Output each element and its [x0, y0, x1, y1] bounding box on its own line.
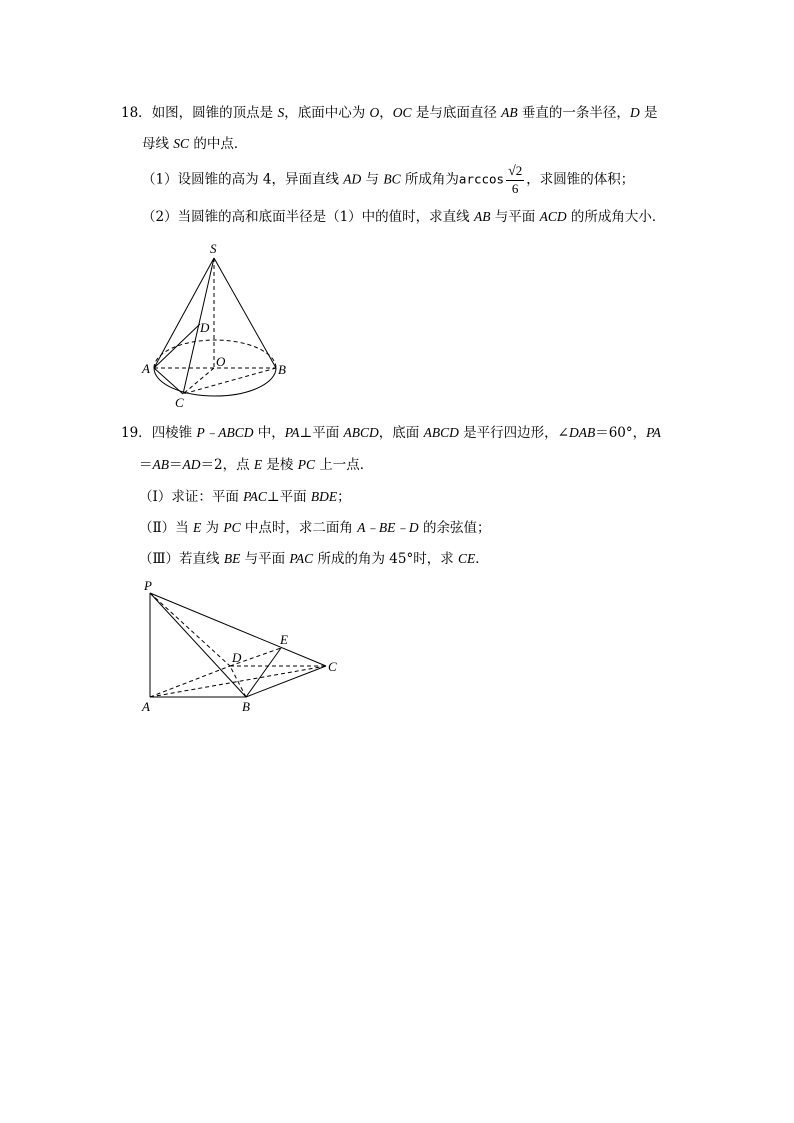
label-B: B: [278, 362, 286, 377]
q19-line1: [121, 424, 661, 442]
text: ，底面中心为: [284, 105, 370, 121]
q19-part1: [139, 488, 351, 506]
segment-BE: [246, 648, 281, 697]
text: 是平行四边形，∠: [458, 425, 569, 441]
text: 求证：平面: [171, 489, 244, 505]
var-PAC: PAC: [243, 489, 267, 504]
var-AD: AD: [343, 171, 362, 187]
var-BC: BC: [383, 171, 401, 187]
question-number: 19．: [121, 425, 152, 441]
sqrt-icon: √: [508, 164, 516, 179]
text: ＝60°，: [595, 425, 647, 441]
segment-AD: [154, 324, 200, 368]
var-PA: PA: [284, 425, 300, 440]
fraction-denominator: 6: [511, 181, 519, 196]
label-P: P: [144, 578, 152, 593]
text: 如图，圆锥的顶点是: [151, 105, 278, 121]
cone-figure: [138, 240, 298, 410]
label-A: A: [142, 361, 150, 376]
label-A: A: [142, 699, 150, 714]
base-front-arc: [154, 368, 276, 396]
text: ，求圆锥的体积；: [526, 171, 635, 188]
diagonal-BD: [230, 666, 246, 697]
var-E: E: [192, 520, 202, 535]
text: ，底面: [378, 425, 424, 441]
q19-part2: [139, 519, 490, 537]
part-label: （Ⅲ）: [139, 551, 180, 567]
text: 与平面: [240, 551, 290, 567]
var-P-ABCD: P﹣ABCD: [196, 425, 254, 440]
label-C: C: [175, 395, 184, 410]
var-O: O: [369, 105, 380, 120]
text: 母线: [142, 136, 174, 152]
text: 与: [361, 171, 384, 188]
var-A-BE-D: A﹣BE﹣D: [357, 520, 419, 535]
text: 中，: [253, 425, 285, 441]
label-E: E: [280, 632, 288, 647]
var-ABCD: ABCD: [343, 425, 379, 440]
var-ACD: ACD: [539, 209, 567, 224]
text: 所成的角为 45°时，求: [313, 551, 458, 567]
var-CE: CE: [458, 551, 476, 566]
edge-PD: [150, 593, 230, 666]
q19-part3: [139, 550, 489, 568]
text: 的所成角大小．: [566, 209, 666, 225]
edge-PB: [150, 593, 246, 697]
text: 为: [201, 520, 224, 536]
text: 当: [175, 520, 193, 536]
pyramid-figure: [138, 578, 348, 718]
var-BE: BE: [223, 551, 241, 566]
var-AB: AB: [152, 457, 169, 472]
var-PA: PA: [646, 425, 661, 440]
text: ⊥平面: [266, 489, 311, 505]
segment-AC: [154, 368, 183, 394]
generator-SB: [214, 258, 276, 368]
text: 与平面: [490, 209, 540, 225]
var-PC: PC: [223, 520, 241, 535]
text: 是与底面直径: [411, 105, 502, 121]
text: ．: [475, 551, 489, 567]
text: 所成角为: [400, 171, 459, 188]
text: ＝: [169, 457, 183, 473]
text: 是棱: [262, 457, 298, 473]
var-E: E: [253, 457, 263, 472]
text: 中点时，求二面角: [240, 520, 358, 536]
segment-BC: [183, 368, 276, 394]
var-AB: AB: [473, 209, 491, 224]
q19-line2: [139, 456, 373, 474]
edge-AD: [150, 666, 230, 697]
label-O: O: [216, 354, 226, 369]
label-D: D: [232, 650, 242, 665]
part-label: （Ⅱ）: [139, 520, 176, 536]
label-D: D: [200, 320, 210, 335]
text: ⊥平面: [299, 425, 344, 441]
var-PAC: PAC: [289, 551, 314, 566]
arccos-label: arccos: [458, 171, 505, 187]
text: 当圆锥的高和底面半径是（1）中的值时，求直线: [177, 209, 474, 225]
text: ＝: [139, 457, 153, 473]
generator-SA: [154, 258, 214, 368]
label-B: B: [242, 699, 250, 714]
text: 若直线: [179, 551, 224, 567]
var-DAB: DAB: [568, 425, 596, 440]
text: 垂直的一条半径，: [517, 105, 630, 121]
question-number: 18．: [121, 105, 152, 121]
numerator-value: 2: [515, 163, 523, 178]
q18-part1: [142, 163, 634, 197]
label-S: S: [210, 241, 217, 256]
edge-BC: [246, 666, 326, 697]
var-SC: SC: [173, 136, 190, 151]
q18-part2: [142, 208, 665, 226]
var-AB: AB: [501, 105, 518, 120]
var-S: S: [277, 105, 285, 120]
text: ＝2，点: [200, 457, 254, 473]
text: 的中点．: [189, 136, 248, 152]
var-AD: AD: [182, 457, 201, 472]
var-D: D: [629, 105, 640, 120]
var-ABCD: ABCD: [423, 425, 459, 440]
part-label: （2）: [142, 209, 178, 225]
base-back-arc: [154, 340, 276, 368]
text: 设圆锥的高为 4，异面直线: [177, 171, 344, 188]
q18-line1: [121, 104, 657, 122]
var-PC: PC: [297, 457, 315, 472]
fraction: [506, 163, 524, 197]
q18-line2: [142, 135, 247, 153]
text: 上一点．: [315, 457, 374, 473]
text: ，: [379, 105, 393, 121]
text: 四棱锥: [151, 425, 197, 441]
label-C: C: [328, 659, 337, 674]
part-label: （1）: [142, 171, 178, 188]
var-BDE: BDE: [310, 489, 338, 504]
var-OC: OC: [392, 105, 412, 120]
part-label: （Ⅰ）: [139, 489, 172, 505]
fraction-numerator: [506, 163, 524, 181]
text: 是: [639, 105, 658, 121]
text: 的余弦值；: [418, 520, 491, 536]
text: ；: [337, 489, 351, 505]
